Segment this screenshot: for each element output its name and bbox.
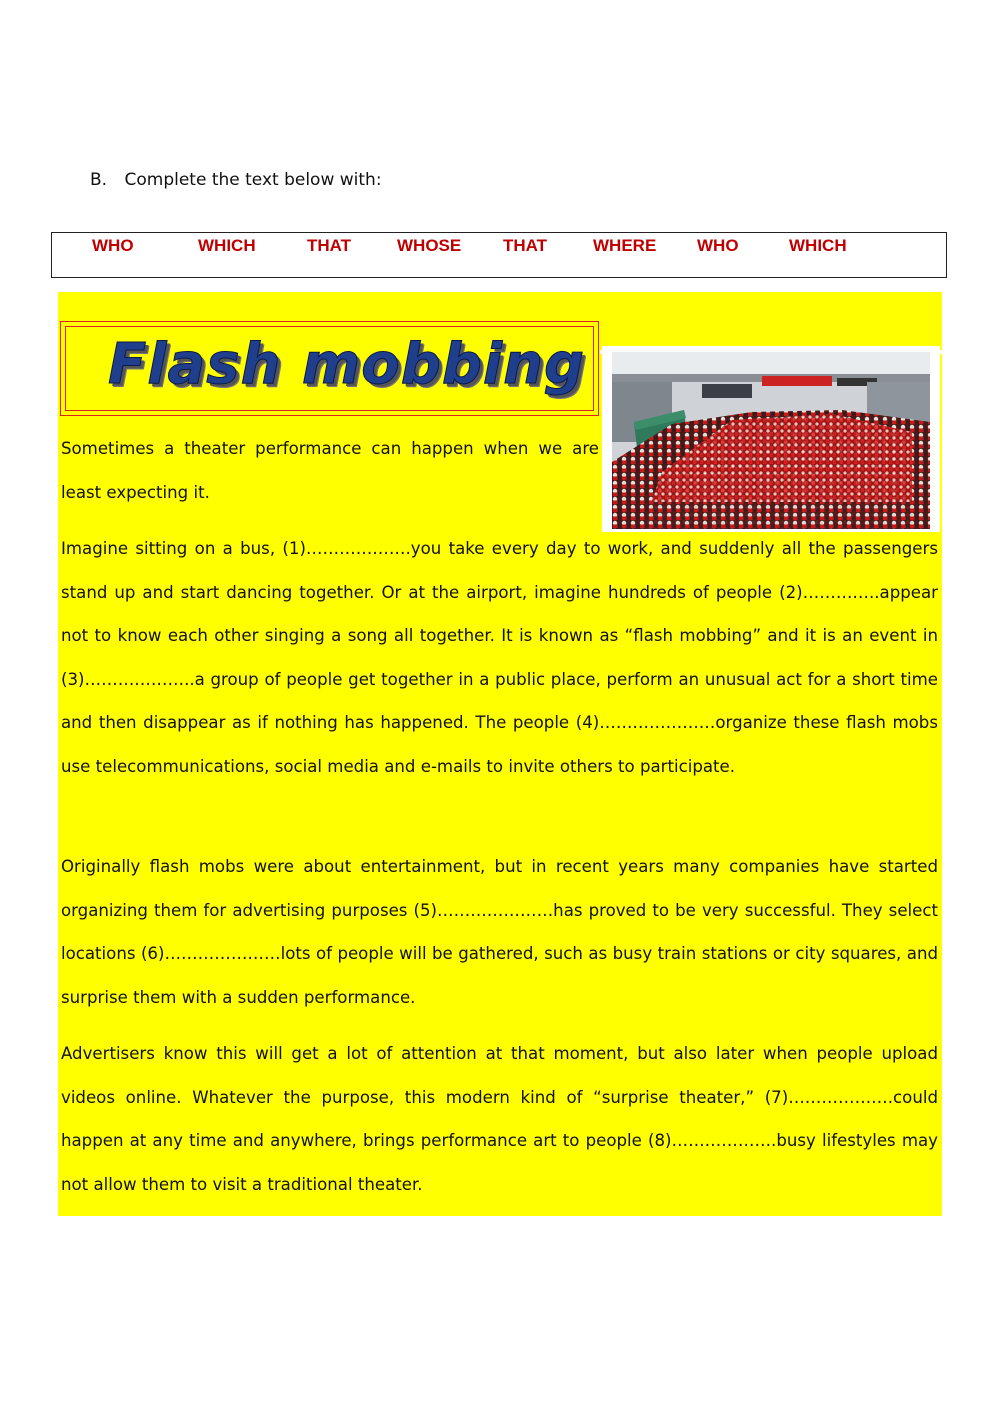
- word-bank-item: WHERE: [593, 236, 657, 255]
- instruction-line: [90, 170, 382, 190]
- flash-mob-photo: [612, 352, 930, 529]
- word-bank-item: THAT: [307, 236, 352, 255]
- word-bank-item: WHICH: [198, 236, 256, 255]
- word-bank-item: WHOSE: [397, 236, 462, 255]
- article-title: Flash mobbing: [108, 332, 586, 397]
- flash-mob-crowd-photo-icon: [612, 352, 930, 529]
- article-intro: Sometimes a theater performance can happen when we are least expecting it.: [61, 439, 599, 502]
- article-paragraph-1: Imagine sitting on a bus, (1)……………….you take every day to work, and suddenly all the passengers stand up and start dancing together. Or at the airport, imagine hundreds of people (2)…………..appear not to know each other singing a song all together. It is known as “flash mobbing” and it is an event in (3)………………..a group of people get together in a public place, perform an unusual act for a short time and then disappear as if nothing has happened. The people (4)…………………organize these flash mobs use telecommunications, social media and e-mails to invite others to participate.: [61, 539, 938, 776]
- word-bank-item: WHICH: [789, 236, 847, 255]
- word-bank-item: WHO: [92, 236, 134, 255]
- article-paragraph-2: Originally flash mobs were about entertainment, but in recent years many companies have started organizing them for advertising purposes (5)…………………has proved to be very successful. They select locations (6)…………………lots of people will be gathered, such as busy train stations or city squares, and surprise them with a sudden performance.: [61, 857, 938, 1007]
- instruction-text: Complete the text below with:: [124, 170, 382, 190]
- article-paragraph-3: Advertisers know this will get a lot of attention at that moment, but also later when people upload videos online. Whatever the purpose, this modern kind of “surprise theater,” (7)……………….could happen at any time and anywhere, brings performance art to people (8)……………….busy lifestyles may not allow them to visit a traditional theater.: [61, 1044, 938, 1194]
- word-bank-box: [51, 232, 947, 278]
- word-bank-item: THAT: [503, 236, 548, 255]
- word-bank-item: WHO: [697, 236, 739, 255]
- instruction-letter: B.: [90, 170, 108, 190]
